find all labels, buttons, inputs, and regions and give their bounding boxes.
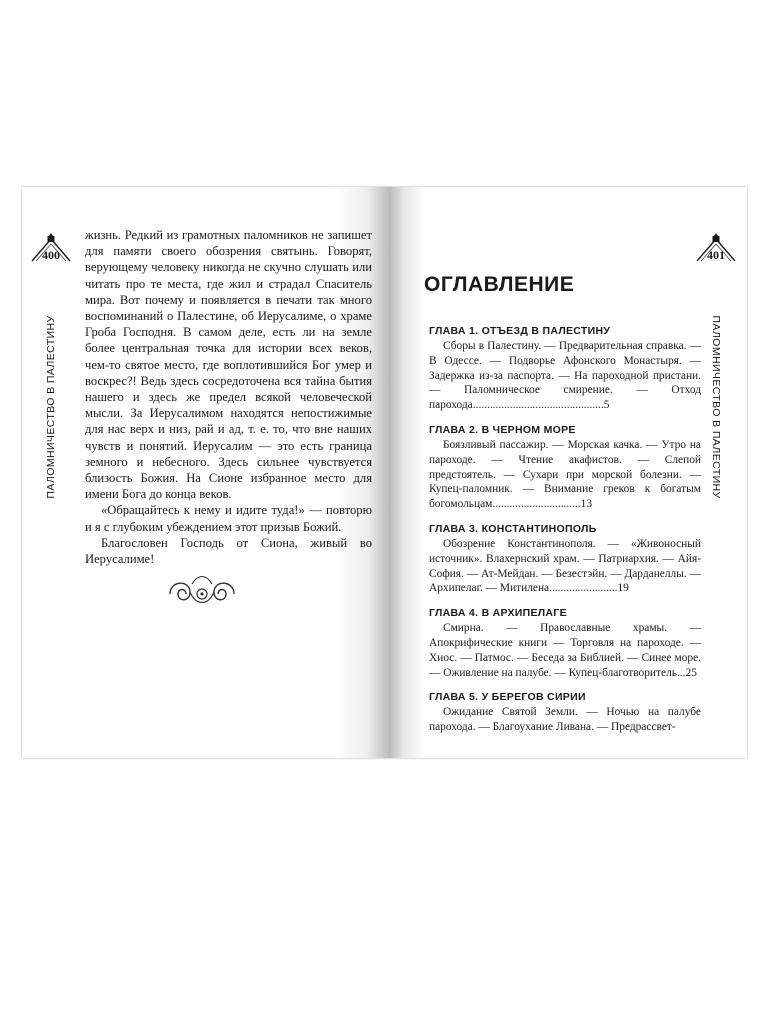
body-text — [85, 227, 372, 567]
toc-chapter[interactable] — [429, 324, 701, 413]
paragraph: Благословен Господь от Сиона, живый во Иерусалиме! — [85, 535, 372, 567]
right-page — [389, 187, 747, 758]
toc-chapter[interactable] — [429, 690, 701, 735]
chapter-title: ГЛАВА 5. У БЕРЕГОВ СИРИИ — [429, 691, 586, 704]
page-number: 401 — [707, 248, 725, 262]
chapter-page: 25 — [685, 666, 697, 679]
toc-chapter[interactable] — [429, 522, 701, 596]
page-number: 400 — [42, 248, 60, 262]
toc-chapter[interactable] — [429, 606, 701, 680]
running-header: ПАЛОМНИЧЕСТВО В ПАЛЕСТИНУ — [710, 315, 722, 499]
paragraph: «Обращайтесь к нему и идите туда!» — повторю и я с глубоким убеждением этот призыв Божий. — [85, 503, 372, 534]
chapter-items: Обозрение Константинополя. — «Живоносный источник». Влахернский храм. — Патриархия. — Айя-София. — Ат-Мейдан. — Безестэйн. — Дарданеллы. — Архипелаг. — Митилена........................19 — [429, 537, 701, 595]
toc-title: ОГЛАВЛЕНИЕ — [424, 273, 575, 296]
left-page — [22, 187, 389, 758]
chapter-title: ГЛАВА 3. КОНСТАНТИНОПОЛЬ — [429, 522, 597, 535]
right-page-number-badge — [695, 233, 737, 263]
open-book — [22, 187, 747, 758]
flourish-ornament-icon — [162, 572, 242, 612]
running-header: ПАЛОМНИЧЕСТВО В ПАЛЕСТИНУ — [45, 315, 57, 499]
left-page-number-badge — [30, 233, 72, 263]
chapter-title: ГЛАВА 2. В ЧЕРНОМ МОРЕ — [429, 423, 576, 436]
chapter-page: 19 — [617, 582, 629, 595]
chapter-items: Смирна. — Православные храмы. — Апокрифические книги — Торговля на пароходе. — Хиос. — Патмос. — Беседа за Библией. — Синее море. — Оживление на палубе. — Купец-благотворитель...25 — [429, 622, 701, 679]
chapter-page: 5 — [603, 399, 610, 412]
chapter-title: ГЛАВА 1. ОТЪЕЗД В ПАЛЕСТИНУ — [429, 325, 611, 337]
chapter-page: 13 — [580, 498, 593, 511]
chapter-items: Боязливый пассажир. — Морская качка. — Утро на пароходе. — Чтение акафистов. — Слепой предстоятель. — Сухари при морской болезни. — Купец-паломник. — Внимание греков к богатым богомольцам...............................13 — [429, 438, 701, 511]
table-of-contents — [429, 324, 701, 745]
chapter-title: ГЛАВА 4. В АРХИПЕЛАГЕ — [429, 607, 567, 620]
chapter-items: Ожидание Святой Земли. — Ночью на палубе парохода. — Благоухание Ливана. — Предрассвет- — [429, 706, 701, 734]
paragraph: жизнь. Редкий из грамотных паломников не запишет для памяти своего обозрения святынь. Говорят, верующему человеку никогда не скучно слушать или читать про те места, где жил и страдал Спаситель мира. Вот почему и появляется в печати так много воспоминаний о Палестине, об Иерусалиме, о храме Гроба Господня. В самом деле, есть ли на земле более центральная точка для истории всех веков, чем-то святое место, где воплотившийся Бог умер и воскрес?! Ведь здесь сосредоточена вся тайна бытия нашего и здесь же предел всякой человеческой мысли. За Иерусалимом находятся непостижимые для нас верх и низ, рай и ад, т. е. то, что вне наших чувств и понятий. Иерусалим — это есть граница земного и небесного. Здесь сильнее чувствуется близость Божия. На Сионе избранное место для имени Бога до конца веков. — [85, 228, 372, 502]
chapter-items: Сборы в Палестину. — Предварительная справка. — В Одессе. — Подворье Афонского Монастыря. — Задержка из-за паспорта. — На пароходной пристани. — Паломническое смирение. — Отход парохода..............................................5 — [429, 340, 701, 412]
toc-chapter[interactable] — [429, 423, 701, 512]
